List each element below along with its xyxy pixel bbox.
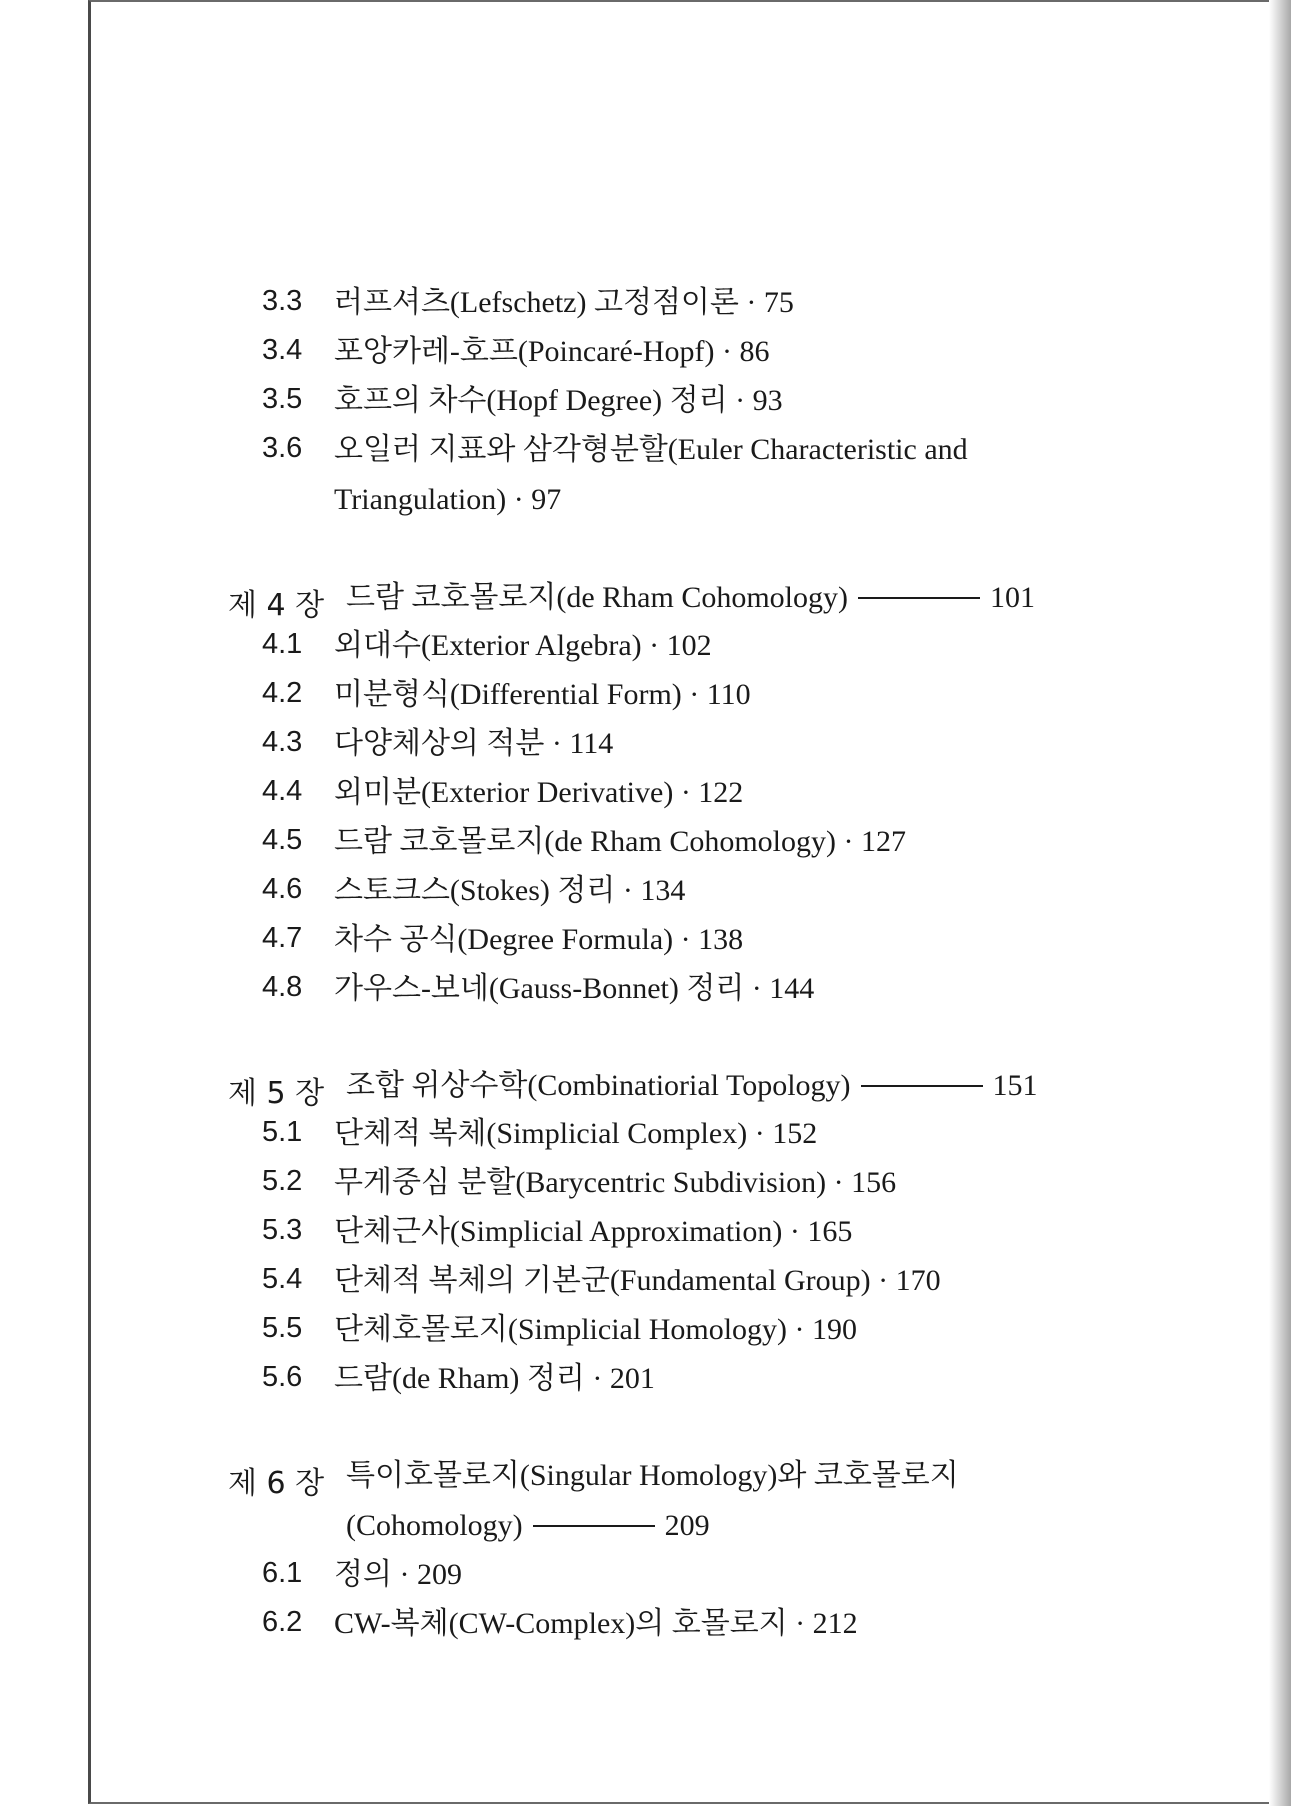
chapter-title-line — [346, 1508, 710, 1544]
section-title: 드람 코호몰로지(de Rham Cohomology) · 127 — [334, 825, 906, 858]
chapter-title: 드람 코호몰로지(de Rham Cohomology) — [346, 581, 848, 614]
section-title: 스토크스(Stokes) 정리 · 134 — [334, 874, 686, 907]
section-number: 5.3 — [262, 1214, 303, 1246]
chapter-title: 조합 위상수학(Combinatiorial Topology) — [346, 1069, 851, 1102]
section-title: 단체근사(Simplicial Approximation) · 165 — [334, 1215, 853, 1248]
section-number: 5.5 — [262, 1312, 303, 1344]
section-title: 미분형식(Differential Form) · 110 — [334, 678, 751, 711]
section-title: CW-복체(CW-Complex)의 호몰로지 · 212 — [334, 1607, 858, 1640]
chapter-label: 제 6 장 — [228, 1466, 325, 1501]
chapter-page: 101 — [990, 581, 1035, 614]
section-title: 오일러 지표와 삼각형분할(Euler Characteristic and — [334, 433, 968, 466]
section-number: 4.1 — [262, 628, 303, 660]
section-number: 4.2 — [262, 677, 303, 709]
section-number: 4.6 — [262, 873, 303, 905]
section-number: 3.5 — [262, 383, 303, 415]
section-number: 4.3 — [262, 726, 303, 758]
section-title: 차수 공식(Degree Formula) · 138 — [334, 923, 744, 956]
chapter-title: 특이호몰로지(Singular Homology)와 코호몰로지 — [346, 1459, 959, 1492]
chapter-page: 151 — [992, 1069, 1038, 1102]
chapter-title-continued: (Cohomology) — [346, 1509, 523, 1542]
chapter-label: 제 4 장 — [228, 588, 325, 623]
section-title: 외대수(Exterior Algebra) · 102 — [334, 629, 712, 662]
section-title: 러프셔츠(Lefschetz) 고정점이론 · 75 — [334, 286, 794, 319]
section-title: 호프의 차수(Hopf Degree) 정리 · 93 — [334, 384, 783, 417]
section-title: 단체적 복체의 기본군(Fundamental Group) · 170 — [334, 1264, 941, 1297]
section-number: 4.7 — [262, 922, 303, 954]
section-number: 4.4 — [262, 775, 303, 807]
section-title: 드람(de Rham) 정리 · 201 — [334, 1362, 655, 1395]
section-title-continued: Triangulation) · 97 — [334, 483, 562, 516]
leader-rule — [858, 597, 980, 599]
section-number: 5.2 — [262, 1165, 303, 1197]
chapter-label: 제 5 장 — [228, 1076, 325, 1111]
section-number: 4.8 — [262, 971, 303, 1003]
section-number: 5.1 — [262, 1116, 303, 1148]
section-number: 5.6 — [262, 1361, 303, 1393]
section-title: 무게중심 분할(Barycentric Subdivision) · 156 — [334, 1166, 897, 1199]
chapter-page: 209 — [664, 1509, 710, 1542]
section-number: 6.1 — [262, 1557, 303, 1589]
section-title: 포앙카레-호프(Poincaré-Hopf) · 86 — [334, 335, 770, 368]
section-title: 다양체상의 적분 · 114 — [334, 727, 614, 760]
section-title: 가우스-보네(Gauss-Bonnet) 정리 · 144 — [334, 972, 815, 1005]
section-number: 6.2 — [262, 1606, 303, 1638]
section-title: 단체적 복체(Simplicial Complex) · 152 — [334, 1117, 818, 1150]
section-number: 3.3 — [262, 285, 303, 317]
section-title: 정의 · 209 — [334, 1558, 462, 1591]
section-title: 외미분(Exterior Derivative) · 122 — [334, 776, 744, 809]
section-number: 5.4 — [262, 1263, 303, 1295]
section-number: 3.4 — [262, 334, 303, 366]
chapter-title-line — [346, 1068, 1038, 1104]
section-title: 단체호몰로지(Simplicial Homology) · 190 — [334, 1313, 858, 1346]
section-number: 3.6 — [262, 432, 303, 464]
page-edge-shadow — [1269, 0, 1291, 1806]
leader-rule — [861, 1085, 983, 1087]
chapter-title-line — [346, 580, 1035, 616]
section-number: 4.5 — [262, 824, 303, 856]
leader-rule — [533, 1525, 655, 1527]
